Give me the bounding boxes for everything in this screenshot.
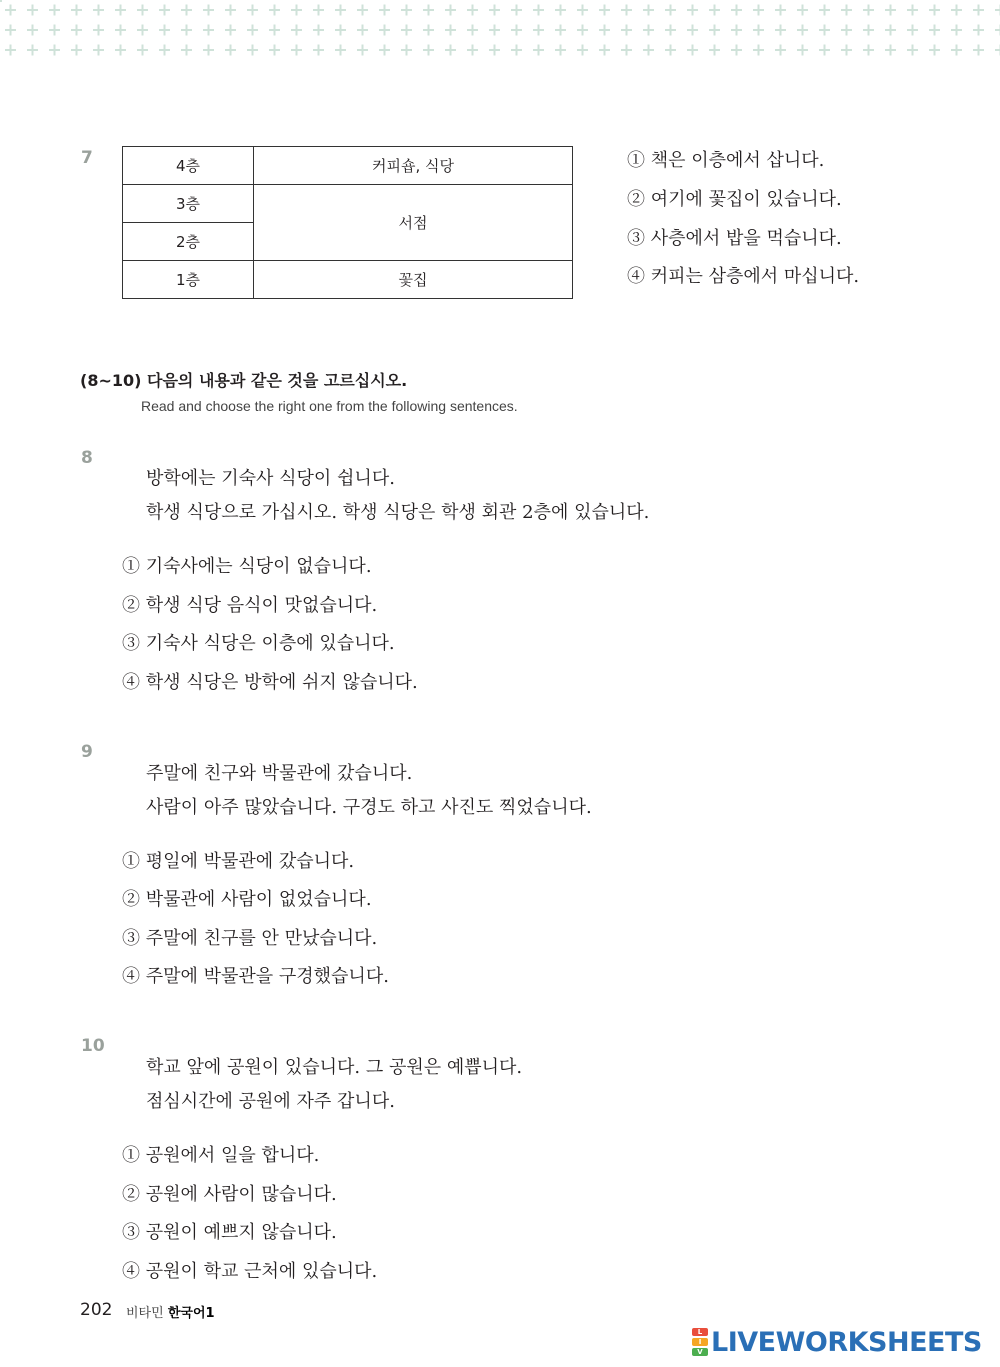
question-number-10: 10 (81, 1036, 105, 1056)
place-cell: 꽃집 (254, 261, 573, 299)
live-badge-letter: L (692, 1328, 708, 1336)
question-number-9: 9 (81, 742, 93, 762)
section-title: (8~10) 다음의 내용과 같은 것을 고르십시오. (80, 371, 408, 390)
q9-passage-line-1: 주말에 친구와 박물관에 갔습니다. (146, 763, 413, 784)
q9-option-3[interactable]: ③ 주말에 친구를 안 만났습니다. (122, 928, 378, 949)
q7-option-1[interactable]: ① 책은 이층에서 삽니다. (627, 150, 825, 171)
liveworksheets-wordmark: LIVEWORKSHEETS (711, 1326, 982, 1358)
q7-option-3[interactable]: ③ 사층에서 밥을 먹습니다. (627, 228, 842, 249)
q10-option-4[interactable]: ④ 공원이 학교 근처에 있습니다. (122, 1261, 378, 1282)
floor-cell: 2층 (123, 223, 254, 261)
question-number-8: 8 (81, 448, 93, 468)
floor-directory-table (122, 146, 573, 299)
book-title-prefix: 비타민 (126, 1306, 164, 1321)
q9-passage-line-2: 사람이 아주 많았습니다. 구경도 하고 사진도 찍었습니다. (146, 797, 592, 818)
live-badge-letter: I (692, 1338, 708, 1346)
q8-option-3[interactable]: ③ 기숙사 식당은 이층에 있습니다. (122, 633, 395, 654)
place-cell: 커피숍, 식당 (254, 147, 573, 185)
q8-option-4[interactable]: ④ 학생 식당은 방학에 쉬지 않습니다. (122, 672, 418, 693)
book-title (126, 1302, 215, 1321)
floor-cell: 3층 (123, 185, 254, 223)
q9-option-4[interactable]: ④ 주말에 박물관을 구경했습니다. (122, 966, 389, 987)
section-subtitle: Read and choose the right one from the following sentences. (141, 398, 518, 414)
table-row (123, 261, 573, 299)
q10-passage-line-2: 점심시간에 공원에 자주 갑니다. (146, 1091, 395, 1112)
q9-option-2[interactable]: ② 박물관에 사람이 없었습니다. (122, 889, 372, 910)
liveworksheets-logo[interactable] (692, 1325, 982, 1359)
live-badge-letter: V (692, 1348, 708, 1356)
q9-option-1[interactable]: ① 평일에 박물관에 갔습니다. (122, 851, 355, 872)
table-row (123, 147, 573, 185)
q10-passage-line-1: 학교 앞에 공원이 있습니다. 그 공원은 예쁩니다. (146, 1057, 523, 1078)
q7-option-4[interactable]: ④ 커피는 삼층에서 마십니다. (627, 266, 860, 287)
plus-pattern-svg (0, 0, 1000, 62)
floor-cell: 4층 (123, 147, 254, 185)
q10-option-2[interactable]: ② 공원에 사람이 많습니다. (122, 1184, 337, 1205)
q10-option-1[interactable]: ① 공원에서 일을 합니다. (122, 1145, 320, 1166)
place-cell: 서점 (254, 185, 573, 261)
table-row (123, 185, 573, 223)
page-number: 202 (80, 1300, 113, 1320)
decorative-plus-pattern (0, 0, 1000, 62)
book-title-main: 한국어1 (167, 1306, 215, 1321)
q8-passage-line-1: 방학에는 기숙사 식당이 쉽니다. (146, 468, 395, 489)
q7-option-2[interactable]: ② 여기에 꽃집이 있습니다. (627, 189, 842, 210)
floor-cell: 1층 (123, 261, 254, 299)
q10-option-3[interactable]: ③ 공원이 예쁘지 않습니다. (122, 1222, 337, 1243)
q8-option-2[interactable]: ② 학생 식당 음식이 맛없습니다. (122, 595, 378, 616)
question-number-7: 7 (81, 148, 93, 168)
live-badge-icon (692, 1327, 708, 1357)
q8-option-1[interactable]: ① 기숙사에는 식당이 없습니다. (122, 556, 372, 577)
q8-passage-line-2: 학생 식당으로 가십시오. 학생 식당은 학생 회관 2층에 있습니다. (146, 502, 650, 523)
